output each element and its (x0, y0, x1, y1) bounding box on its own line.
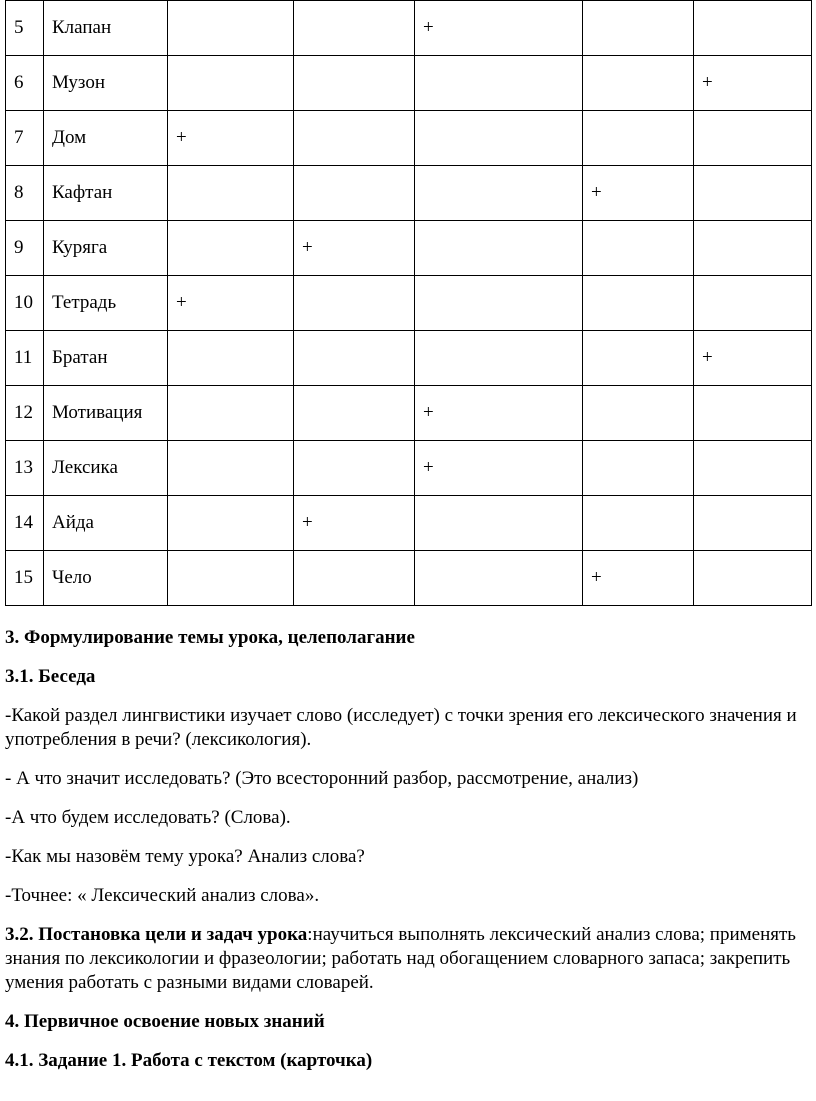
word-cell: Музон (44, 56, 168, 111)
mark-cell (694, 441, 812, 496)
mark-cell (294, 166, 415, 221)
table-row (6, 276, 812, 331)
word-cell: Клапан (44, 1, 168, 56)
mark-cell (694, 1, 812, 56)
mark-cell (694, 551, 812, 606)
mark-cell (294, 331, 415, 386)
mark-cell: + (294, 221, 415, 276)
section-3-1-heading: 3.1. Беседа (5, 666, 96, 687)
mark-cell: + (694, 331, 812, 386)
mark-cell (168, 496, 294, 551)
mark-cell (583, 221, 694, 276)
row-number-cell: 8 (6, 166, 44, 221)
question-paragraph-3: -А что будем исследовать? (Слова). (5, 807, 291, 828)
row-number-cell: 13 (6, 441, 44, 496)
mark-cell (168, 56, 294, 111)
table-row (6, 496, 812, 551)
word-cell: Тетрадь (44, 276, 168, 331)
mark-cell (694, 111, 812, 166)
mark-cell (415, 221, 583, 276)
row-number-cell: 12 (6, 386, 44, 441)
question-paragraph-5: -Точнее: « Лексический анализ слова». (5, 885, 320, 906)
mark-cell (583, 496, 694, 551)
mark-cell: + (694, 56, 812, 111)
mark-cell: + (168, 276, 294, 331)
question-paragraph-4: -Как мы назовём тему урока? Анализ слова? (5, 846, 365, 867)
mark-cell (415, 551, 583, 606)
mark-cell (583, 56, 694, 111)
mark-cell (294, 56, 415, 111)
word-cell: Куряга (44, 221, 168, 276)
mark-cell (168, 441, 294, 496)
mark-cell (294, 276, 415, 331)
mark-cell (583, 276, 694, 331)
row-number-cell: 15 (6, 551, 44, 606)
row-number-cell: 10 (6, 276, 44, 331)
row-number-cell: 5 (6, 1, 44, 56)
lesson-text (5, 626, 805, 1073)
section-3-2-heading: 3.2. Постановка цели и задач урока (5, 924, 308, 945)
section-4-heading: 4. Первичное освоение новых знаний (5, 1011, 325, 1032)
table-row (6, 551, 812, 606)
mark-cell (415, 111, 583, 166)
question-paragraph-2: - А что значит исследовать? (Это всесторонний разбор, рассмотрение, анализ) (5, 768, 639, 789)
row-number-cell: 11 (6, 331, 44, 386)
mark-cell (168, 551, 294, 606)
mark-cell (168, 1, 294, 56)
mark-cell (583, 441, 694, 496)
mark-cell: + (168, 111, 294, 166)
mark-cell (694, 221, 812, 276)
mark-cell (583, 111, 694, 166)
table-row (6, 56, 812, 111)
row-number-cell: 9 (6, 221, 44, 276)
question-paragraph-1: -Какой раздел лингвистики изучает слово (исследует) с точки зрения его лексического значения и употребления в речи? (лексикология). (5, 705, 797, 750)
word-cell: Айда (44, 496, 168, 551)
mark-cell (415, 496, 583, 551)
mark-cell (294, 551, 415, 606)
word-cell: Лексика (44, 441, 168, 496)
mark-cell (168, 331, 294, 386)
word-cell: Дом (44, 111, 168, 166)
mark-cell (583, 331, 694, 386)
mark-cell (583, 1, 694, 56)
mark-cell: + (415, 1, 583, 56)
mark-cell (694, 386, 812, 441)
mark-cell (294, 1, 415, 56)
mark-cell (415, 276, 583, 331)
table-row (6, 111, 812, 166)
mark-cell (694, 166, 812, 221)
word-cell: Братан (44, 331, 168, 386)
section-3-heading: 3. Формулирование темы урока, целеполагание (5, 627, 415, 648)
row-number-cell: 6 (6, 56, 44, 111)
word-cell: Мотивация (44, 386, 168, 441)
mark-cell: + (583, 551, 694, 606)
word-cell: Кафтан (44, 166, 168, 221)
mark-cell (415, 331, 583, 386)
mark-cell (294, 386, 415, 441)
word-cell: Чело (44, 551, 168, 606)
mark-cell: + (294, 496, 415, 551)
mark-cell (294, 111, 415, 166)
mark-cell (168, 386, 294, 441)
table-row (6, 221, 812, 276)
table-row (6, 441, 812, 496)
section-4-1-heading: 4.1. Задание 1. Работа с текстом (карточка) (5, 1050, 373, 1071)
mark-cell: + (415, 386, 583, 441)
mark-cell (694, 276, 812, 331)
mark-cell (415, 56, 583, 111)
mark-cell (168, 221, 294, 276)
mark-cell (294, 441, 415, 496)
mark-cell: + (415, 441, 583, 496)
mark-cell (168, 166, 294, 221)
mark-cell (694, 496, 812, 551)
table-row (6, 386, 812, 441)
row-number-cell: 14 (6, 496, 44, 551)
section-3-2-text: :научиться выполнять лексический анализ слова; применять знания по лексикологии и фразеологии; работать над обогащением словарного запаса; закрепить умения работать с разными видами словарей. (5, 924, 796, 993)
mark-cell (583, 386, 694, 441)
row-number-cell: 7 (6, 111, 44, 166)
word-table (5, 0, 812, 606)
mark-cell: + (583, 166, 694, 221)
section-3-2-paragraph (5, 923, 805, 995)
mark-cell (415, 166, 583, 221)
table-row (6, 331, 812, 386)
table-row (6, 1, 812, 56)
table-row (6, 166, 812, 221)
table-body (6, 1, 812, 606)
